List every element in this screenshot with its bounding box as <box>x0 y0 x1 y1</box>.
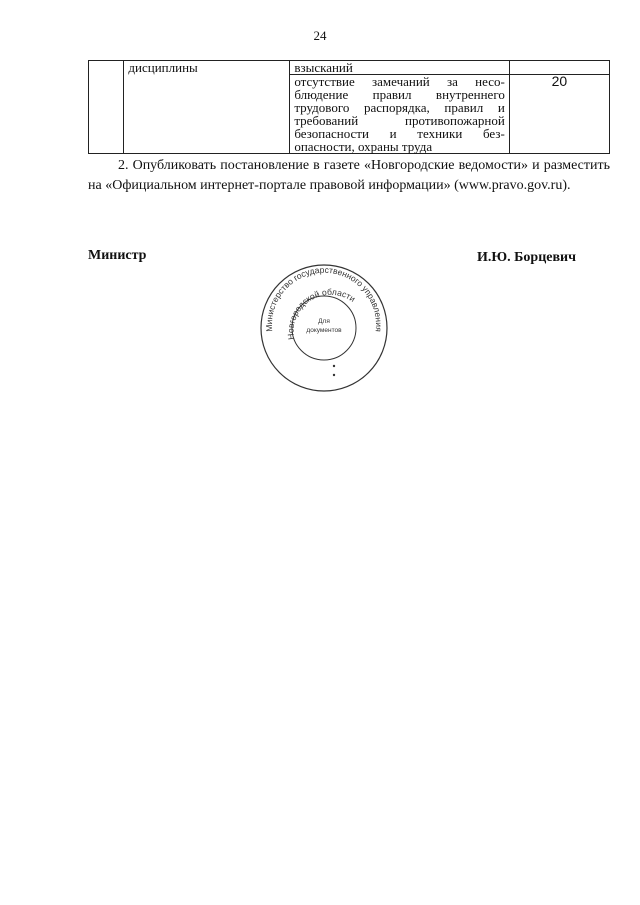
page-number: 24 <box>313 28 327 43</box>
seal-center-line1: Для <box>318 318 330 325</box>
signature-title: Министр <box>88 248 147 263</box>
seal-outer-text: Министерство государственного управления <box>263 264 385 333</box>
seal-dot-bottom <box>333 374 335 376</box>
seal-inner-text: Новгородской области <box>285 286 358 341</box>
table-cell-number <box>89 61 124 154</box>
publication-paragraph: 2. Опубликовать постановление в газете «Новгородские ведомости» и разместить на «Официальном интернет-портале правовой информации» (www.pravo.gov.ru). <box>88 158 610 193</box>
seal-dot-top <box>333 365 335 367</box>
criteria-table <box>88 60 610 154</box>
table-cell-indicator: дисциплины <box>124 61 290 154</box>
table-cell-score: 20 <box>509 75 609 154</box>
official-seal <box>258 262 390 394</box>
table-row <box>89 61 610 75</box>
table-cell-criterion: отсутствие замечаний за несо-блюдение правил внутреннего трудового распорядка, правил и требований противопожарной безопасности и техники без-опасности, охраны труда <box>290 75 510 154</box>
signature-name: И.Ю. Борцевич <box>477 250 576 265</box>
seal-center-line2: документов <box>306 327 342 334</box>
table-cell-criterion-head: взысканий <box>290 61 510 75</box>
